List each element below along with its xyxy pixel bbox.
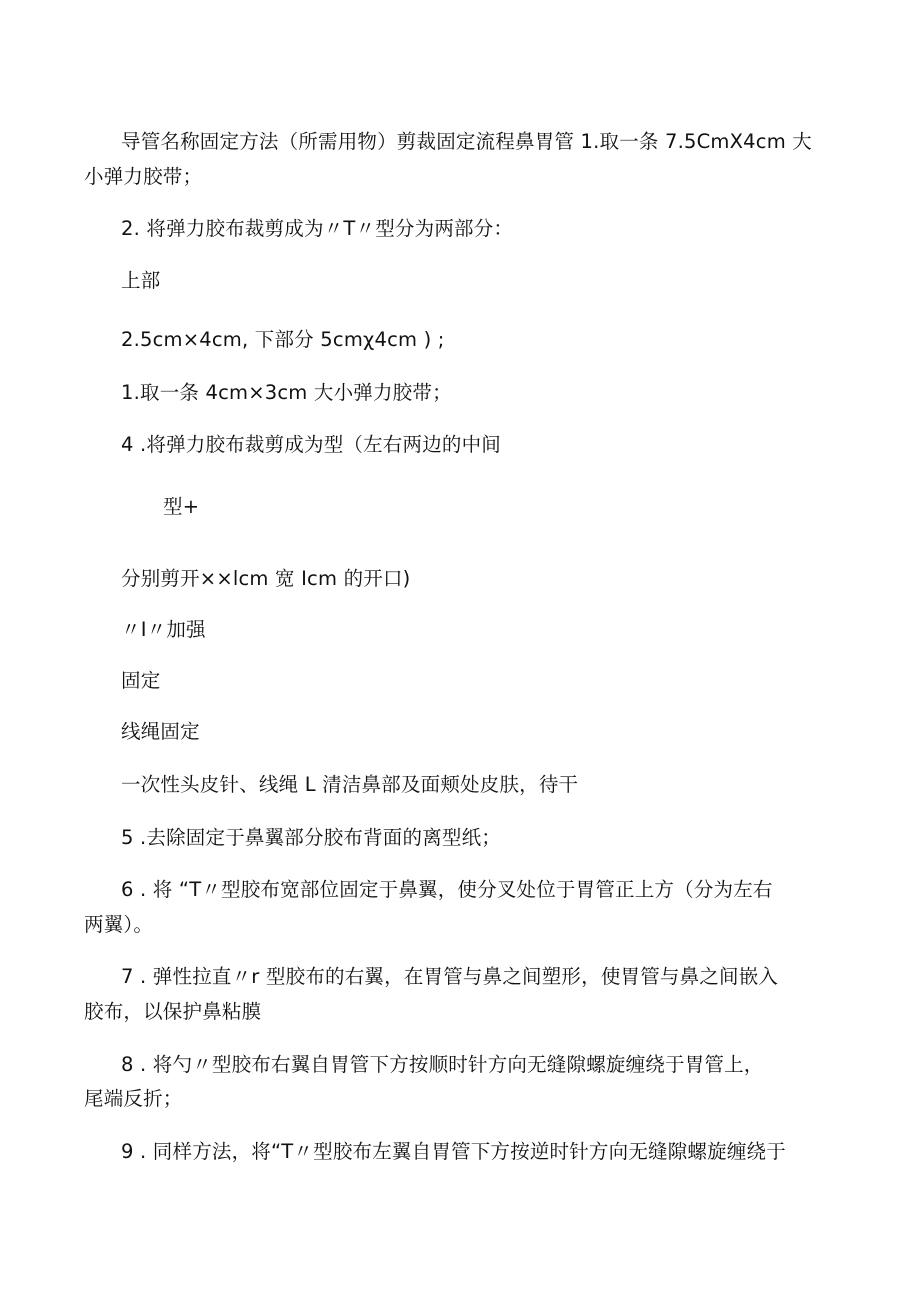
paragraph-p12: 一次性头皮针、线绳 L 清洁鼻部及面颊处皮肤，待干 bbox=[121, 773, 579, 796]
paragraph-p13: 5 .去除固定于鼻翼部分胶布背面的离型纸； bbox=[121, 826, 502, 849]
paragraph-p4: 2.5cm×4cm, 下部分 5cmχ4cm ) ; bbox=[121, 328, 445, 351]
paragraph-p3: 上部 bbox=[121, 269, 161, 292]
paragraph-p9: 〃I〃加强 bbox=[121, 618, 206, 641]
paragraph-p15-line1: 7 . 弹性拉直〃r 型胶布的右翼，在胃管与鼻之间塑形，使胃管与鼻之间嵌入 bbox=[121, 965, 779, 988]
paragraph-p8: 分别剪开××lcm 宽 Icm 的开口) bbox=[121, 567, 411, 590]
paragraph-p1-line1: 导管名称固定方法（所需用物）剪裁固定流程鼻胃管 1.取一条 7.5CmX4cm 大 bbox=[121, 130, 813, 153]
paragraph-p16-line2: 尾端反折； bbox=[84, 1087, 183, 1110]
paragraph-p16-line1: 8 . 将勺〃型胶布右翼自胃管下方按顺时针方向无缝隙螺旋缠绕于胃管上， bbox=[121, 1053, 764, 1076]
paragraph-p6: 4 .将弹力胶布裁剪成为型（左右两边的中间 bbox=[121, 433, 502, 456]
paragraph-p2: 2. 将弹力胶布裁剪成为〃T〃型分为两部分： bbox=[121, 217, 514, 240]
paragraph-p17: 9 . 同样方法，将“T〃型胶布左翼自胃管下方按逆时针方向无缝隙螺旋缠绕于 bbox=[121, 1140, 786, 1163]
paragraph-p5: 1.取一条 4cm×3cm 大小弹力胶带； bbox=[121, 381, 452, 404]
paragraph-p10: 固定 bbox=[121, 669, 161, 692]
paragraph-p1-line2: 小弹力胶带； bbox=[84, 165, 203, 188]
paragraph-p14-line1: 6 . 将 “T〃型胶布宽部位固定于鼻翼，使分叉处位于胃管正上方（分为左右 bbox=[121, 878, 773, 901]
paragraph-p15-line2: 胶布，以保护鼻粘膜 bbox=[84, 1000, 262, 1023]
paragraph-p11: 线绳固定 bbox=[121, 720, 200, 743]
paragraph-p7: 型+ bbox=[163, 495, 200, 518]
paragraph-p14-line2: 两翼）。 bbox=[84, 913, 154, 936]
